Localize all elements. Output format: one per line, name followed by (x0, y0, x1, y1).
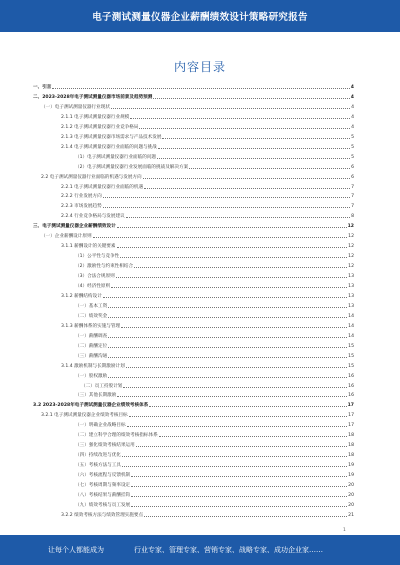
toc-entry-page: 8 (351, 214, 354, 220)
toc-entry-page: 7 (351, 194, 354, 200)
toc-entry[interactable] (33, 402, 354, 409)
toc-leader-dots (121, 327, 347, 328)
report-header (0, 0, 400, 32)
toc-entry-label: （一）电子测试测量仪器行业现状 (41, 104, 110, 110)
toc-entry[interactable] (33, 353, 354, 360)
toc-entry-page: 19 (348, 463, 354, 469)
toc-entry-page: 12 (348, 254, 354, 260)
toc-entry-page: 7 (351, 184, 354, 190)
toc-leader-dots (126, 217, 350, 218)
toc-entry-page: 21 (348, 512, 354, 518)
page-number: 1 (343, 528, 346, 533)
toc-entry-label: 2.2.4 行业竞争格局与发展建议 (61, 214, 125, 220)
toc-entry[interactable] (33, 383, 354, 390)
toc-leader-dots (120, 257, 347, 258)
toc-entry[interactable] (33, 512, 354, 519)
toc-leader-dots (127, 426, 348, 427)
toc-entry-page: 17 (348, 423, 354, 429)
toc-leader-dots (158, 148, 350, 149)
table-of-contents (33, 84, 354, 534)
toc-entry[interactable] (33, 184, 354, 191)
toc-entry-label: 2.1.3 电子测试测量仪器市场需求与产品技术发展 (61, 134, 162, 140)
toc-entry-page: 12 (347, 224, 354, 230)
toc-entry-label: 3.2 2023-2028年电子测试测量仪器企业绩效考核体系 (33, 403, 149, 409)
toc-leader-dots (108, 347, 347, 348)
toc-entry[interactable] (33, 313, 354, 320)
toc-entry[interactable] (33, 84, 354, 91)
toc-entry-label: （2）激励性与约束性相结合 (75, 264, 134, 270)
toc-entry[interactable] (33, 154, 354, 161)
toc-entry-label: （3）合法合规原则 (75, 274, 115, 280)
toc-leader-dots (159, 436, 347, 437)
toc-entry-page: 20 (348, 483, 354, 488)
toc-entry-page: 16 (348, 383, 354, 389)
toc-entry[interactable] (33, 134, 354, 141)
toc-entry-label: （九）绩效考核与员工发展 (75, 502, 131, 508)
toc-leader-dots (122, 466, 347, 467)
toc-entry-label: 2.2.2 行业发展方向 (61, 194, 102, 200)
toc-leader-dots (131, 476, 347, 477)
toc-entry-page: 15 (348, 353, 354, 359)
toc-entry-page: 13 (348, 284, 354, 289)
toc-leader-dots (111, 108, 350, 109)
toc-entry-label: （六）考核流程与反馈机制 (75, 473, 131, 479)
toc-entry-label: （1）电子测试测量仪器行业面临的问题 (75, 154, 157, 160)
toc-entry[interactable] (33, 263, 354, 270)
toc-entry[interactable] (33, 174, 354, 181)
toc-entry-page: 4 (351, 114, 354, 120)
toc-entry[interactable] (33, 164, 354, 171)
toc-entry-page: 18 (348, 433, 354, 439)
toc-entry[interactable] (33, 343, 354, 350)
toc-entry[interactable] (33, 203, 354, 210)
toc-leader-dots (157, 158, 350, 159)
toc-entry-label: （三）强化绩效考核结果运用 (75, 443, 135, 449)
toc-leader-dots (143, 178, 350, 179)
toc-entry-label: （一）薪酬调查 (75, 333, 108, 339)
toc-entry[interactable] (33, 124, 354, 131)
toc-entry-label: 2.1.4 电子测试测量仪器行业面临的问题与挑战 (61, 144, 157, 150)
toc-entry-page: 19 (348, 473, 354, 479)
toc-entry-label: 3.2.2 绩效考核方法与绩效管理实施要点 (61, 512, 144, 518)
toc-entry-label: 2.2 电子测试测量仪器行业面临的机遇与发展方向 (41, 174, 142, 180)
toc-leader-dots (108, 377, 347, 378)
toc-leader-dots (117, 396, 347, 397)
toc-entry-label: （八）考核结果与薪酬挂钩 (75, 492, 131, 498)
toc-entry[interactable] (33, 482, 354, 489)
toc-entry[interactable] (33, 502, 354, 509)
toc-leader-dots (139, 128, 350, 129)
toc-entry-page: 16 (348, 393, 354, 399)
toc-entry-label: 3.1.4 激励机制与长期激励计划 (61, 363, 125, 369)
toc-entry-label: 2.2.3 市场发展趋势 (61, 204, 102, 210)
toc-entry-page: 4 (351, 124, 354, 130)
toc-entry-page: 14 (348, 313, 354, 319)
toc-entry-page: 18 (348, 443, 354, 449)
toc-entry-label: （4）经济性原则 (75, 284, 111, 289)
toc-entry[interactable] (33, 303, 354, 310)
toc-leader-dots (162, 138, 350, 139)
toc-entry[interactable] (33, 323, 354, 330)
toc-entry-page: 4 (350, 94, 354, 100)
toc-entry[interactable] (33, 452, 354, 459)
toc-entry-label: （一）企业薪酬设计原则 (41, 234, 92, 240)
toc-entry[interactable] (33, 442, 354, 449)
toc-entry[interactable] (33, 472, 354, 479)
toc-leader-dots (131, 486, 347, 487)
toc-entry-page: 14 (348, 323, 354, 329)
toc-entry[interactable] (33, 412, 354, 419)
toc-entry[interactable] (33, 243, 354, 250)
report-footer (0, 535, 400, 565)
toc-entry-label: 3.1.2 薪酬结构设计 (61, 293, 102, 299)
toc-leader-dots (108, 337, 347, 338)
toc-entry-page: 15 (348, 363, 354, 369)
toc-entry-page: 5 (351, 134, 354, 140)
toc-entry-label: （七）考核周期与频率设定 (75, 483, 131, 488)
toc-entry-page: 16 (348, 373, 354, 379)
toc-entry-label: 3.1.1 薪酬设计的关键要素 (61, 244, 116, 250)
toc-entry-label: 2.1.2 电子测试测量仪器行业竞争格局 (61, 124, 139, 130)
footer-tagline: 行业专家、管理专家、营销专家、战略专家、成功企业家…… (134, 546, 323, 554)
toc-entry[interactable] (33, 144, 354, 151)
toc-leader-dots (131, 496, 347, 497)
toc-entry-page: 14 (348, 333, 354, 339)
toc-entry[interactable] (33, 462, 354, 469)
toc-entry[interactable] (33, 432, 354, 439)
toc-entry-page: 7 (351, 204, 354, 210)
toc-entry-label: 三、电子测试测量仪器企业薪酬绩效设计 (33, 224, 116, 230)
toc-entry-label: 3.1.3 薪酬体系的实施与管理 (61, 323, 121, 329)
toc-entry[interactable] (33, 492, 354, 499)
toc-entry[interactable] (33, 333, 354, 340)
toc-entry[interactable] (33, 373, 354, 380)
toc-entry[interactable] (33, 193, 354, 200)
toc-entry-label: （一）股权激励 (75, 373, 108, 379)
toc-entry[interactable] (33, 273, 354, 280)
toc-entry-label: （三）其他长期激励 (75, 393, 117, 399)
toc-leader-dots (123, 387, 347, 388)
toc-entry-page: 13 (348, 303, 354, 309)
toc-entry-label: （四）持续改进与优化 (75, 453, 121, 459)
toc-leader-dots (144, 188, 350, 189)
toc-leader-dots (103, 197, 350, 198)
toc-entry-page: 15 (348, 343, 354, 349)
toc-entry-label: （二）薪酬定位 (75, 343, 108, 349)
toc-leader-dots (126, 367, 347, 368)
toc-leader-dots (189, 168, 350, 169)
toc-leader-dots (103, 297, 347, 298)
toc-leader-dots (130, 118, 350, 119)
toc-leader-dots (111, 287, 347, 288)
report-title: 电子测试测量仪器企业薪酬绩效设计策略研究报告 (92, 12, 308, 23)
toc-entry-label: 一、引言 (33, 85, 52, 90)
toc-leader-dots (144, 516, 347, 517)
toc-entry[interactable] (33, 392, 354, 399)
toc-leader-dots (149, 406, 346, 407)
toc-entry[interactable] (33, 213, 354, 220)
toc-entry-label: （1）公平性与竞争性 (75, 254, 120, 260)
toc-entry[interactable] (33, 422, 354, 429)
toc-leader-dots (93, 237, 348, 238)
toc-entry-page: 6 (351, 174, 354, 180)
toc-leader-dots (153, 98, 349, 99)
toc-entry-label: （2）电子测试测量仪器行业发展面临的挑战及解决方案 (75, 164, 189, 170)
toc-entry-label: 2.2.1 电子测试测量仪器行业面临的机遇 (61, 184, 144, 190)
toc-leader-dots (116, 277, 347, 278)
toc-leader-dots (52, 88, 349, 89)
toc-entry-page: 5 (351, 144, 354, 150)
toc-entry[interactable] (33, 223, 354, 230)
toc-entry-page: 5 (351, 154, 354, 160)
toc-entry-page: 20 (348, 502, 354, 508)
toc-entry-page: 4 (350, 85, 354, 90)
toc-entry-page: 17 (348, 413, 354, 419)
toc-entry[interactable] (33, 253, 354, 260)
toc-entry-label: （三）薪酬沟通 (75, 353, 108, 359)
toc-entry-page: 4 (351, 104, 354, 110)
toc-entry-label: 3.2.1 电子测试测量仪器企业绩效考核目标 (41, 413, 128, 419)
toc-leader-dots (134, 267, 347, 268)
toc-entry-page: 6 (351, 164, 354, 170)
toc-entry-label: （一）明确企业战略目标 (75, 423, 126, 429)
toc-leader-dots (108, 307, 347, 308)
toc-leader-dots (136, 446, 347, 447)
toc-entry-page: 18 (348, 453, 354, 459)
toc-entry-page: 12 (348, 234, 354, 240)
toc-leader-dots (122, 456, 347, 457)
toc-entry-label: 二、2023-2028年电子测试测量仪器市场前景及趋势预测 (33, 94, 153, 100)
toc-entry-page: 17 (347, 403, 354, 409)
toc-entry-label: （五）考核方法与工具 (75, 463, 121, 469)
footer-slogan: 让每个人都能成为 (48, 546, 104, 554)
toc-entry-page: 12 (348, 264, 354, 270)
toc-entry[interactable] (33, 283, 354, 290)
toc-entry[interactable] (33, 104, 354, 111)
toc-entry[interactable] (33, 94, 354, 101)
toc-leader-dots (103, 207, 350, 208)
toc-entry[interactable] (33, 363, 354, 370)
toc-entry-page: 20 (348, 492, 354, 498)
toc-entry-label: （二）员工持股计划 (81, 383, 123, 389)
toc-leader-dots (131, 506, 347, 507)
toc-entry-label: 2.1.1 电子测试测量仪器行业规模 (61, 114, 130, 120)
toc-heading: 内容目录 (173, 60, 226, 74)
toc-leader-dots (129, 416, 347, 417)
toc-entry-label: （二）建立科学合理的绩效考核指标体系 (75, 433, 158, 439)
toc-entry[interactable] (33, 114, 354, 121)
toc-entry-label: （一）基本工资 (75, 303, 108, 309)
toc-entry-page: 13 (348, 274, 354, 280)
toc-entry[interactable] (33, 233, 354, 240)
toc-leader-dots (108, 317, 347, 318)
toc-entry-label: （二）绩效奖金 (75, 313, 108, 319)
toc-entry-page: 13 (348, 293, 354, 299)
toc-leader-dots (108, 357, 347, 358)
toc-leader-dots (117, 247, 348, 248)
toc-entry-page: 12 (348, 244, 354, 250)
toc-entry[interactable] (33, 293, 354, 300)
toc-leader-dots (117, 227, 347, 228)
